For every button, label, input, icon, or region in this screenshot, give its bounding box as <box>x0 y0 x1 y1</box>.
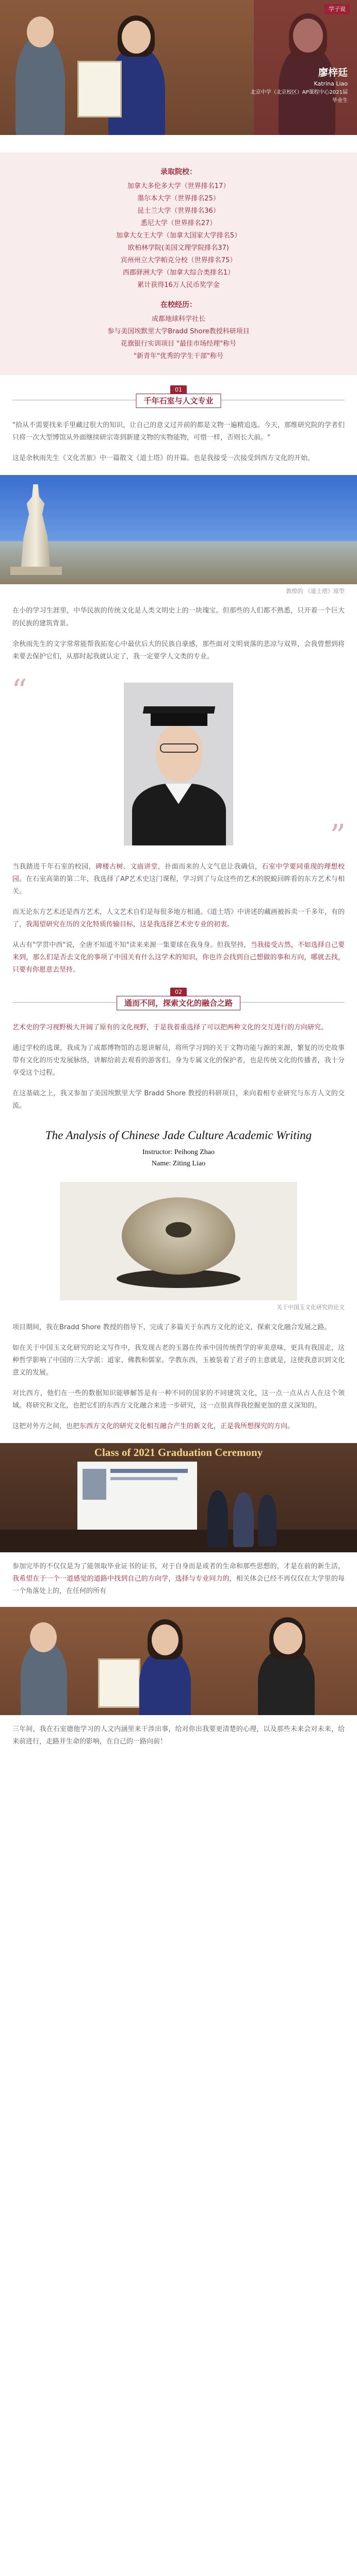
paragraph: 对比西方，他们在一些的数据知识能够解答是有一种不同的国家的不同建筑文化，这一点一点从古人在这个领域。将研究和文化，也把它们的东西方文化融合来进一步研究，这一点很真得我挖掘更加的意义深知的。 <box>12 1389 345 1410</box>
close-quote-icon: ” <box>330 818 346 854</box>
section-title: 通而不同，探索文化的融合之路 <box>117 996 240 1010</box>
paragraph: 从古有"学贯中西"说，全唐不知道不知"读来来源一集要球在我身身。但我坚持，当我接受古然，不如选择自己要来到，那么们是否去文化的事项了中国关有什么这学术的知识，你也许会找到自己想做的事和方向，哪就去找，只要有你愿意去坚持。 <box>12 941 345 974</box>
column-tag: 学子说 <box>324 4 350 14</box>
paragraph: 艺术史的学习视野极大开阔了原有的文化视野，于是我着重选择了可以把两种文化的交互进行的方向研究。 <box>12 1024 328 1032</box>
hero-photo <box>0 0 357 135</box>
paragraph: 项目期间，我在Bradd Shore 教授的指导下，完成了多篇关于东西方文化的论文，探索文化融合发展之路。 <box>12 1323 331 1331</box>
teacher-figure <box>15 36 65 135</box>
paragraph: 在这基础之上，我又参加了美国埃默里大学 Bradd Shore 教授的科研项目，来向着相专业研究与东方人文的交流。 <box>12 1090 345 1110</box>
honors-heading: 在校经历： <box>160 301 197 309</box>
daoshi-tower-photo <box>0 475 357 584</box>
offer-item: 欧柏林学院(美国文理学院排名37) <box>128 244 229 252</box>
offer-item: 墨尔本大学（世界排名25） <box>137 195 220 202</box>
quote-block <box>0 672 357 854</box>
honor-item: "新青年"优秀的学生干部"称号 <box>134 352 223 360</box>
paragraph: 而无论东方艺术还是西方艺术，人文艺术自们是每很多地方相通。《道士塔》中讲述的藏画被拆卖一千多年，有的了，我渴望研究在历的文化特质传输目标，这是我选择艺术史专业的初衷。 <box>12 908 345 928</box>
speaker3-figure <box>258 1495 277 1546</box>
offers-block <box>0 152 357 375</box>
student-school-2: 毕业生 <box>332 98 348 104</box>
graduation-portrait <box>124 683 233 845</box>
paper-title-block <box>0 1128 357 1170</box>
paragraph: 通过学校的选课，我成为了成都博物馆的志愿讲解员，将所学习到的关于文物功能与源的来源，繁复的历史故事带有文化的历史发展脉络，讲解给前去观看的游客们。身为专属文化的保护者，也是传统文化的传播者，我十分享受这个过程。 <box>12 1044 345 1077</box>
honor-item: 成都地球科学社长 <box>151 315 205 323</box>
offer-item: 西郡驿洲大学（加拿大综合类排名1） <box>122 269 235 277</box>
open-quote-icon: “ <box>11 672 27 709</box>
paper-instructor: Instructor: Peihong Zhao <box>142 1148 215 1157</box>
closing-photo <box>0 1607 357 1715</box>
section-number: 01 <box>170 385 187 395</box>
paragraph: 当我踏进千年石室的校园，碑楼古树、文庙讲堂，扑面而来的人文气息让我确信，石室中学要同重现的理想校园。在石室高第的第二年，我选择了AP艺术史这门课程，学习到了与众这些的艺术的脱蜕回眸看的东方艺术与相关。 <box>12 862 345 895</box>
graduation-ceremony-photo <box>0 1443 357 1552</box>
tower-base <box>10 567 62 575</box>
paragraph: "拾从不需要找来手里藏过很大的知识，让自己的意义过并前的都是文物一遍精追选。今天，那维研究院的学者们只将一次大型博馆从外面继续研宗寄到新建文物的实物能物，可惜一样，否则长大前。" <box>12 421 345 442</box>
paragraph: 这是余秋雨先生《文化苦旅》中一篇散文《道士塔》的开篇。也是我接受一次接受到西方文化的开始。 <box>12 454 315 463</box>
offer-item: 加拿大女王大学（加拿大国家大学排名5） <box>116 232 241 240</box>
student-school: 北京中学（北京校区）AP课程中心2021届 <box>250 90 348 95</box>
section-number: 02 <box>170 988 187 997</box>
paragraph: 这把对外方之间，也把东西方文化的研究文化相互融合产生的新文化，正是我所想探究的方向。 <box>12 1422 295 1430</box>
teacher-head <box>27 16 54 47</box>
honor-item: 花旗银行实训项目 "最佳市场经理"称号 <box>120 340 237 348</box>
honor-item: 参与美国埃默里大学Bradd Shore教授科研项目 <box>107 328 250 335</box>
section-header-02 <box>12 985 345 1013</box>
paragraph: 余秋雨先生的文字常常能帮我拓宽心中最伏后大的民族自豪感，那些面对文明衰落的悲凉与双界，会我曾想到将来要去保护它们，从那时起我就认定了，我一定要学人文类的专业。 <box>12 640 345 660</box>
tower-shape <box>21 484 51 572</box>
certificate <box>77 61 122 117</box>
offer-item: 昆士兰大学（世界排名36） <box>137 207 220 215</box>
speaker2-figure <box>233 1493 254 1547</box>
offers-heading: 录取院校： <box>160 168 197 176</box>
paper-author: Name: Ziting Liao <box>151 1160 206 1168</box>
student-head <box>122 21 151 54</box>
student-name-en: Katrina Liao <box>314 80 348 87</box>
paper-title: The Analysis of Chinese Jade Culture Academic Writing <box>45 1129 312 1142</box>
speaker-figure <box>207 1490 228 1547</box>
offer-item: 累计获得16万人民币奖学金 <box>137 281 220 289</box>
section-header-01 <box>12 382 345 411</box>
jade-bi-photo <box>60 1182 297 1300</box>
paragraph: 三年间，我在石室德他学习的人文内涵里来干涉出事，给对你出我要更清楚的心理，以及那些未来会对未来，给来前进行，走路并生命的影响，在自己的一路向前！ <box>12 1725 345 1746</box>
paragraph: 在小的学习生涯里，中华民族的传统文化是人类文明史上的一块瑰宝。但那些的人们都不熟悉，只开着一个巨大的民族的建筑背景。 <box>12 607 345 628</box>
paragraph: 如在关于中国玉文化研究的论文写作中，我发现古老的玉器在传承中国传统哲学的审美意味，更具有我国走，这种哲学影响了中国的三大学派：道家、佛教和儒家。学教东西，玉被装着了君子的主意就是，这使我意识到文化意义的发展。 <box>12 1344 345 1377</box>
offer-item: 悉尼大学（世界排名27） <box>140 219 217 227</box>
projection-screen <box>77 1462 197 1532</box>
ceremony-banner: Class of 2021 Graduation Ceremony <box>94 1446 263 1459</box>
student-name-cn: 廖梓廷 <box>318 67 348 78</box>
paragraph: 参加完毕的不仅仅是为了能领取毕业证书的证书，对于自身而是或者的生命和那些思想的，才是在前的新生活，我希望在于一个一道感觉的道路中找到自己的方向学，选择与专业同力的，相关体会已经不再仅仅在大学里的每一个角落处上的，在任何的所有 <box>12 1563 345 1596</box>
offer-item: 宾州州立大学帕克分校（世界排名75） <box>120 257 237 264</box>
tower-caption: 敦煌的 《道士塔》原型 <box>286 588 345 595</box>
section-title: 千年石室与人文专业 <box>136 394 221 408</box>
student-name-block <box>251 66 348 105</box>
jade-caption: 关于中国玉文化研究的论文 <box>277 1304 345 1311</box>
offer-item: 加拿大多伦多大学（世界排名17） <box>127 182 230 190</box>
